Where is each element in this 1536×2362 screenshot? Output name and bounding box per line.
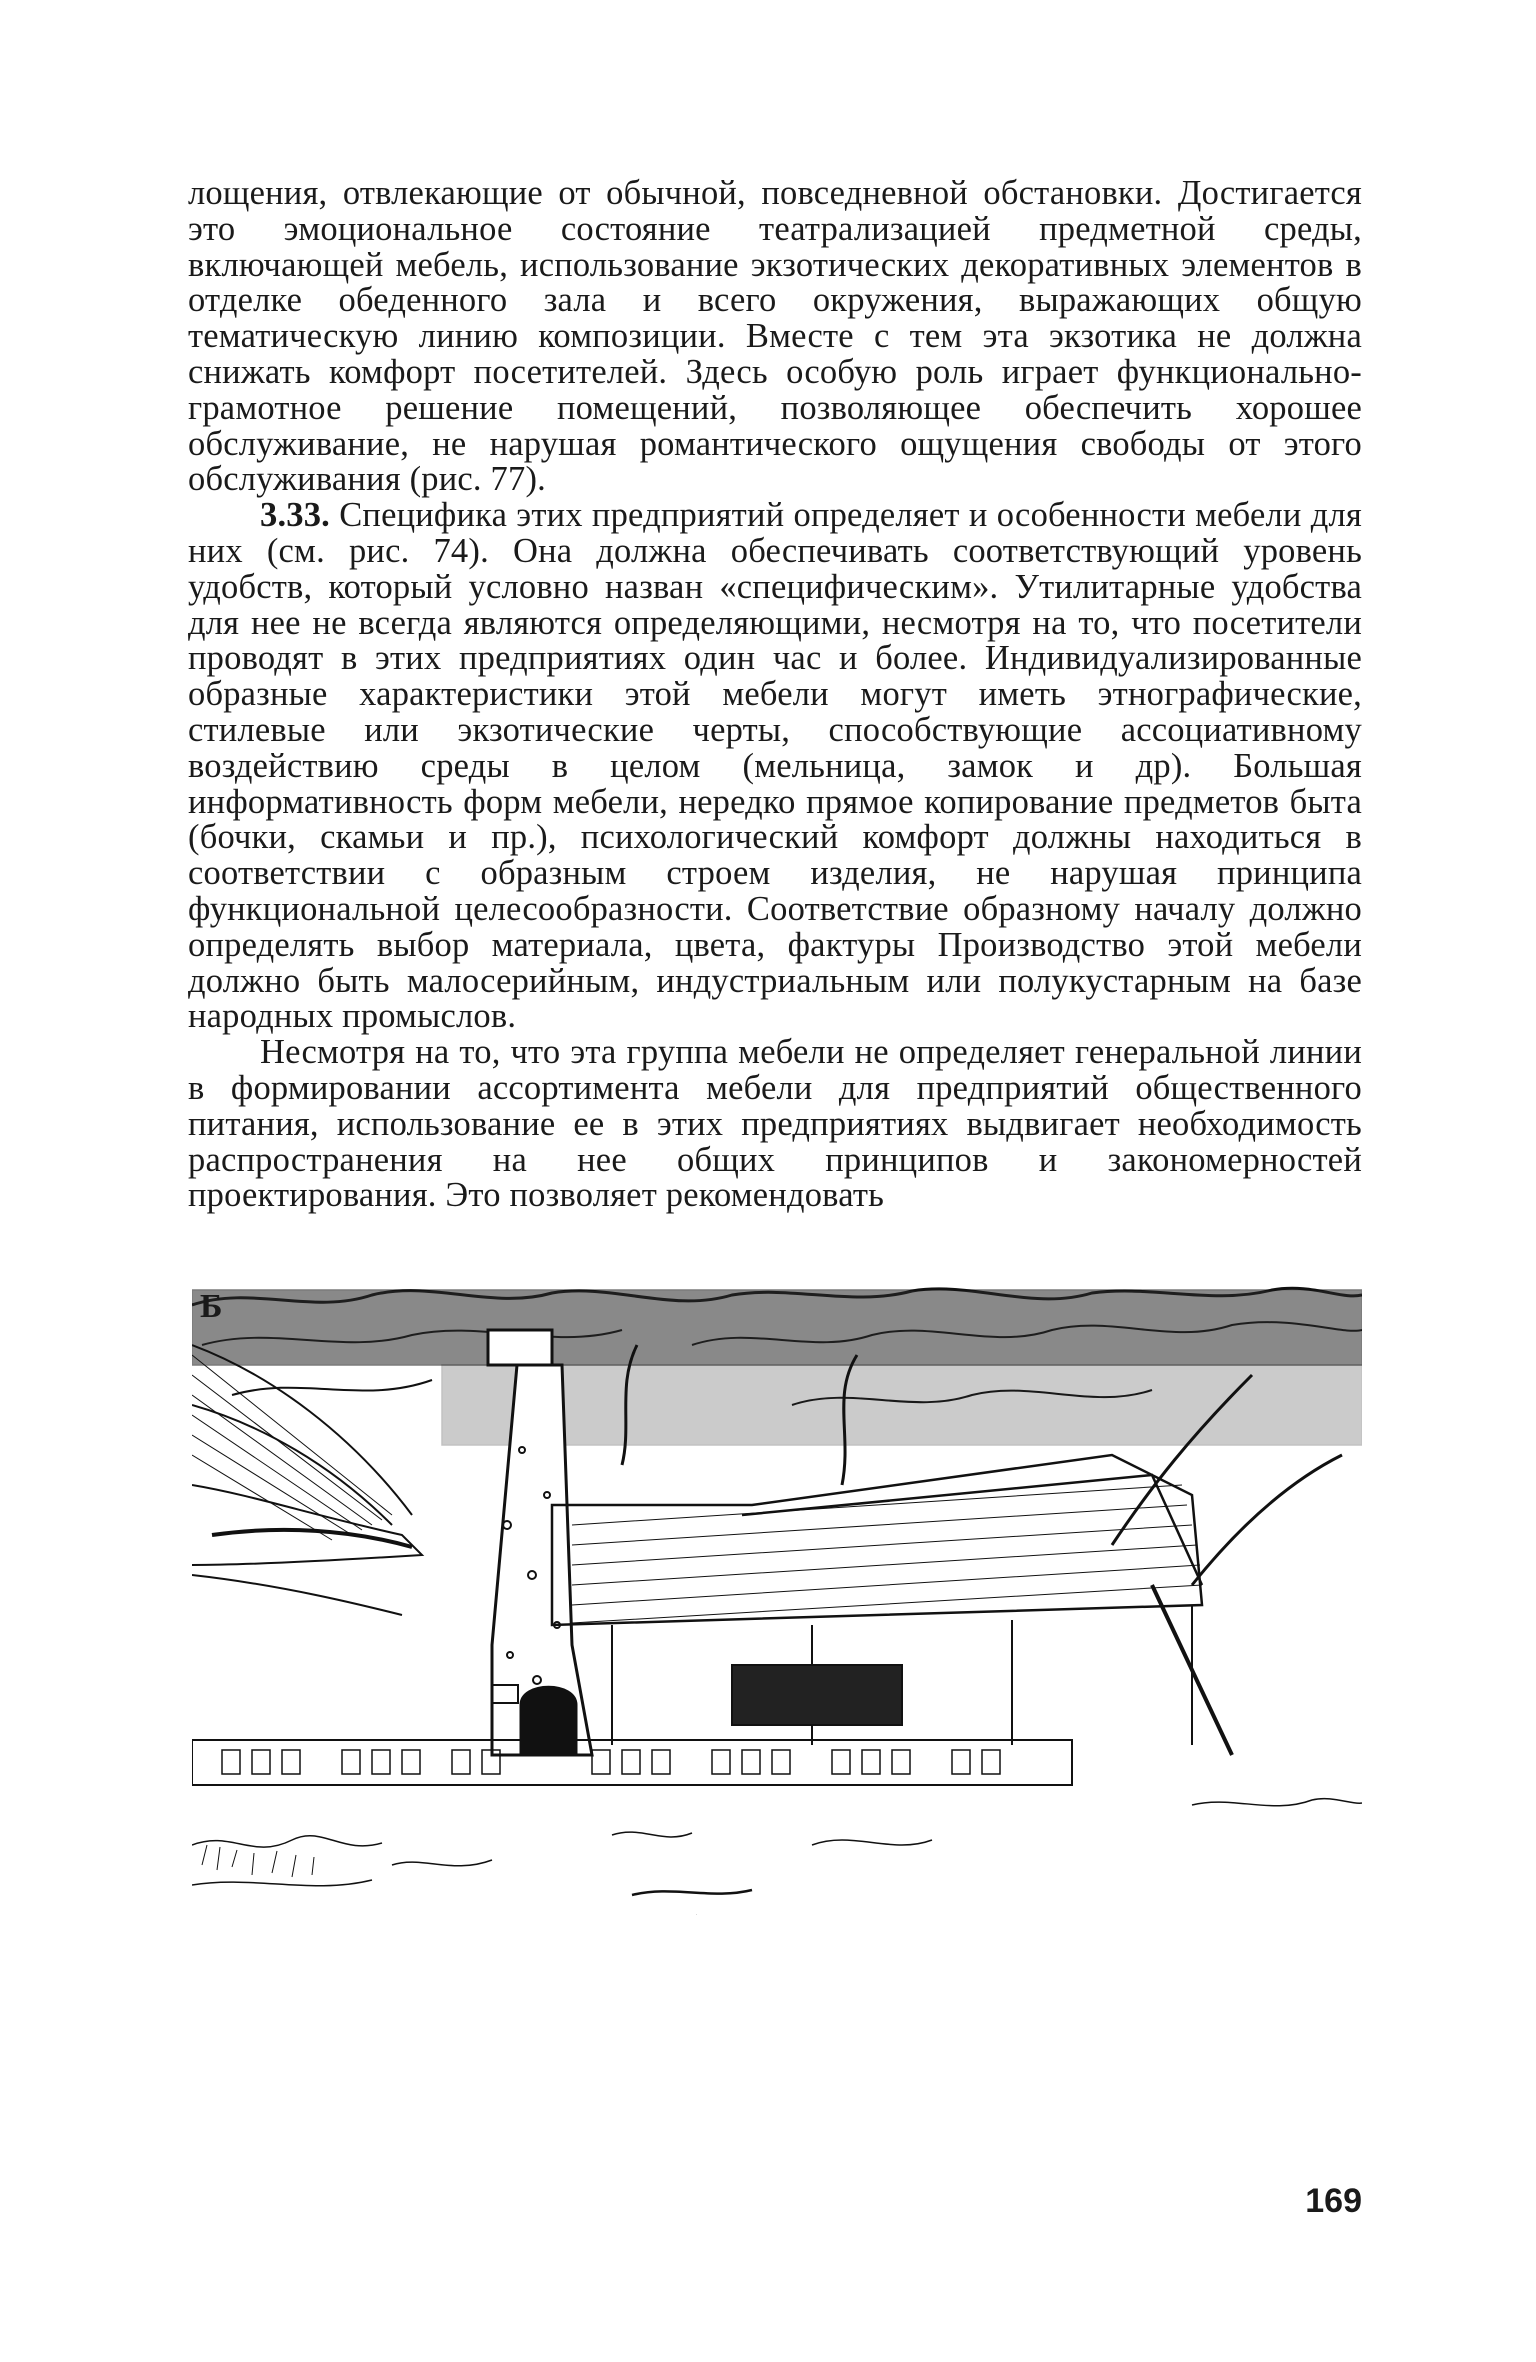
page-number: 169 — [1305, 2182, 1362, 2220]
illustration-figure — [192, 1285, 1362, 1915]
section-number: 3.33. — [260, 496, 330, 535]
figure-label: Б — [200, 1288, 223, 1325]
paragraph-2 — [188, 498, 1362, 1035]
paragraph-2-text: Специфика этих предприятий определяет и особенности мебели для них (см. рис. 74). Она должна обеспечивать соответствующий уровень удобств, который условно назван «специфическим». Утилитарные удобства для нее не всегда являются определяющими, несмотря на то, что посетители проводят в этих предприятиях один час и более. Индивидуализированные образные характеристики этой мебели могут иметь этнографические, стилевые или экзотические черты, способствующие ассоциативному воздействию среды в целом (мельница, замок и др). Большая информативность форм мебели, нередко прямое копирование предметов быта (бочки, скамьи и пр.), психологический комфорт должны находиться в соответствии с образным строем изделия, не нарушая принципа функциональной целесообразности. Соответствие образному началу должно определять выбор материала, цвета, фактуры Производство этой мебели должно быть малосерийным, индустриальным или полукустарным на базе народных промыслов. — [188, 496, 1363, 1036]
paragraph-1: лощения, отвлекающие от обычной, повседневной обстановки. Достигается это эмоциональное состояние театрализацией предметной среды, включающей мебель, использование экзотических декоративных элементов в отделке обеденного зала и всего окружения, выражающих общую тематическую линию композиции. Вместе с тем эта экзотика не должна снижать комфорт посетителей. Здесь особую роль играет функционально-грамотное решение помещений, позволяющее обеспечить хорошее обслуживание, не нарушая романтического ощущения свободы от этого обслуживания (рис. 77). — [188, 174, 1362, 499]
paragraph-3: Несмотря на то, что эта группа мебели не определяет генеральной линии в формировании ассортимента мебели для предприятий общественного питания, использование ее в этих предприятиях выдвигает необходимость распространения на нее общих принципов и закономерностей проектирования. Это позволяет рекомендовать — [188, 1033, 1362, 1215]
thatched-kitchen-illustration — [192, 1285, 1362, 1915]
body-text — [188, 176, 1362, 1214]
